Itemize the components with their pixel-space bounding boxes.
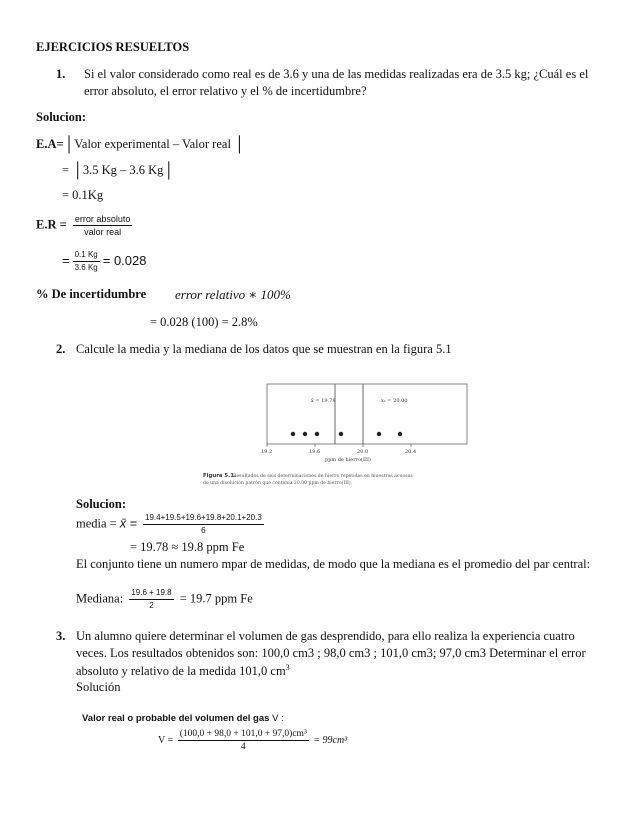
- pct-expr: error relativo ∗ 100%: [175, 287, 291, 302]
- er-numerator-2: 0.1 Kg: [73, 250, 100, 262]
- figure-caption-line1: Resultados de seis determinaciones de hierro repetidas en muestras acuosas: [233, 474, 413, 479]
- q3-line3-superscript: 3: [285, 663, 290, 672]
- true-value-label: x₁ = 20.00: [381, 398, 408, 404]
- media-line: [76, 513, 267, 536]
- pct-line: [36, 287, 146, 302]
- figure-5-1: [203, 380, 479, 496]
- tick-label-4: 20.4: [405, 449, 417, 455]
- media-var: x̄ =: [119, 516, 137, 531]
- data-point-4: [339, 432, 343, 436]
- q3-line3-text: absoluto y relativo de la medida 101,0 cm: [76, 664, 286, 679]
- tick-label-3: 20.0: [357, 449, 369, 455]
- q1-number: 1.: [56, 67, 66, 81]
- media-result: = 19.78 ≈ 19.8 ppm Fe: [130, 540, 245, 554]
- mediana-fraction: [129, 588, 173, 611]
- mediana-line: [76, 588, 253, 611]
- media-numerator: 19.4+19.5+19.6+19.8+20.1+20.3: [143, 513, 264, 525]
- volume-v-label: V =: [158, 734, 174, 746]
- ea-expr: Valor experimental – Valor real: [74, 137, 231, 151]
- er-line: [36, 214, 135, 237]
- q1-line1: Si el valor considerado como real es de 3.6 y una de las medidas realizadas era de 3.5 kg; ¿Cuál es el: [84, 67, 589, 81]
- q3-solution-label: Solución: [76, 680, 121, 694]
- er-step-line: = $\frac{0.1 Kg}{3.6 Kg}$ = 0.028: [62, 250, 147, 272]
- sol1-label: Solucion:: [36, 110, 87, 124]
- mediana-label: Mediana:: [76, 591, 124, 606]
- volume-result: = 99cm³: [313, 734, 348, 746]
- q2-number: 2.: [56, 342, 66, 356]
- mediana-numerator: 19.6 + 19.8: [129, 588, 173, 600]
- data-point-1: [291, 432, 295, 436]
- volume-numerator: (100,0 + 98,0 + 101,0 + 97,0)cm³: [179, 729, 307, 739]
- ea-result: = 0.1Kg: [62, 188, 104, 202]
- media-fraction: [143, 513, 264, 536]
- q3-number: 3.: [56, 629, 66, 643]
- q1-line2: error absoluto, el error relativo y el % de incertidumbre?: [84, 84, 367, 98]
- er-fraction-2: [73, 250, 100, 273]
- er-denominator: valor real: [84, 227, 122, 237]
- figure-volume-formula: [74, 713, 374, 763]
- volume-denominator: 4: [240, 742, 246, 752]
- plot-frame: [267, 384, 467, 444]
- volume-formula: [158, 729, 347, 752]
- tick-label-2: 19.6: [309, 449, 321, 455]
- volume-fraction: [178, 729, 309, 752]
- volume-title-text: Valor real o probable del volumen del gas: [82, 713, 270, 724]
- data-point-3: [315, 432, 319, 436]
- media-label: media =: [76, 516, 117, 531]
- ea-step-line: = │3.5 Kg – 3.6 Kg│: [62, 163, 175, 179]
- pct-result: = 0.028 (100) = 2.8%: [150, 315, 258, 329]
- q3-line2: veces. Los resultados obtenidos son: 100,0 cm3 ; 98,0 cm3 ; 101,0 cm3; 97,0 cm3 Determinar el error: [76, 646, 586, 660]
- q3-line3: [76, 663, 290, 679]
- er-result: = 0.028: [102, 252, 147, 268]
- data-point-5: [377, 432, 381, 436]
- mediana-result: = 19.7 ppm Fe: [179, 591, 253, 606]
- page-heading: EJERCICIOS RESUELTOS: [36, 40, 190, 54]
- mediana-denominator: 2: [149, 601, 154, 610]
- mediana-explanation: El conjunto tiene un numero mpar de medidas, de modo que la mediana es el promedio del par central:: [76, 557, 591, 571]
- er-fraction: [73, 214, 133, 237]
- data-point-2: [303, 432, 307, 436]
- media-denominator: 6: [201, 526, 206, 535]
- ea-label: E.A=: [36, 137, 64, 151]
- tick-label-1: 19.2: [261, 449, 273, 455]
- data-point-6: [398, 432, 402, 436]
- q2-text: Calcule la media y la mediana de los datos que se muestran en la figura 5.1: [76, 342, 452, 356]
- figure-caption-title: Figura 5.1.: [203, 473, 236, 479]
- figure-caption-line2: de una disolución patrón que contenía 20.00 ppm de hierro(III).: [203, 481, 353, 486]
- pct-label: % De incertidumbre: [36, 287, 147, 301]
- figure-5-1-plot: [203, 380, 479, 496]
- er-label: E.R =: [36, 217, 67, 232]
- ea-step: 3.5 Kg – 3.6 Kg: [82, 163, 164, 177]
- sol2-label: Solucion:: [76, 497, 127, 511]
- er-denominator-2: 3.6 Kg: [74, 263, 98, 272]
- volume-title-var: V :: [272, 713, 284, 724]
- q3-line1: Un alumno quiere determinar el volumen de gas desprendido, para ello realiza la experiencia cuatro: [76, 629, 575, 643]
- volume-title: [82, 713, 284, 724]
- ea-line: E.A=│Valor experimental – Valor real │: [36, 137, 245, 153]
- er-numerator: error absoluto: [74, 214, 131, 224]
- x-axis-label: ppm de hierro(III): [325, 457, 371, 463]
- mean-label: x̄ = 19.78: [311, 398, 336, 404]
